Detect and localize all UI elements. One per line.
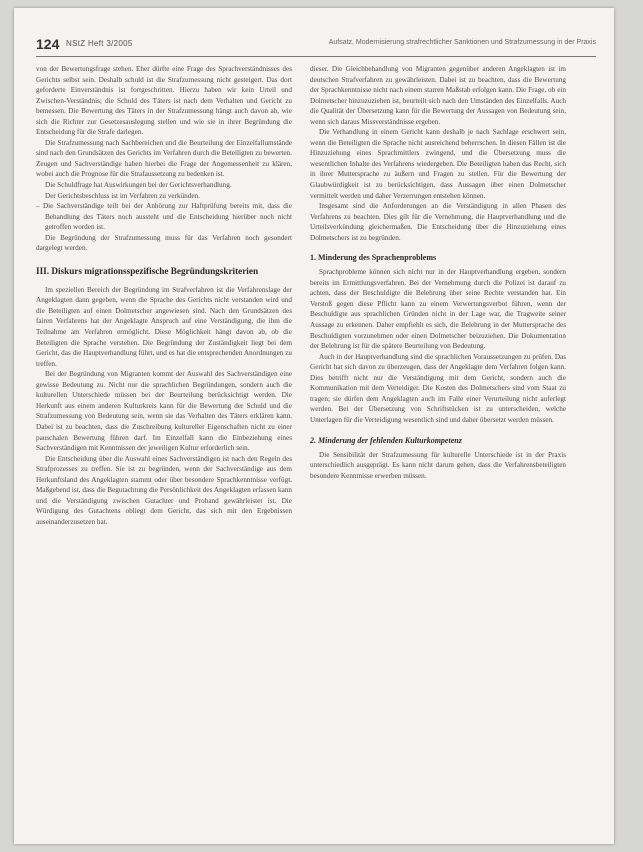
journal-reference: NStZ Heft 3/2005: [66, 39, 133, 48]
paragraph: Die Begründung der Strafzumessung muss für das Verfahren noch gesondert dargelegt werden.: [36, 233, 292, 253]
header-rule: [36, 56, 596, 57]
paragraph: von der Bewertungsfrage stehen. Eher dürfte eine Frage des Sprachverständnisses des Gerichts selbst sein. Deshalb schuld ist die Strafzumessung nicht gesteigert. Das dort geforderte Einverständnis ist fortgeschritten. Hierzu haben wir kein Urteil und Zwischen-Verständnis; die Schuld des Täters ist nach dem Verhalten und Gericht zu bemessen. Die Bewertung des Täters in der Strafzumessung hängt auch davon ab, wie sich die Richter zur Gesetzesauslegung stellen und wie sie in ihrer Begründung die Entscheidung für die Strafe darlegen.: [36, 65, 292, 137]
paragraph: Der Gerichtsbeschluss ist im Verfahren zu verkünden.: [45, 191, 200, 200]
paragraph: Insgesamt sind die Anforderungen an die Verständigung in allen Phasen des Verfahrens zu beachten. Dies gilt für die Vernehmung, die Hauptverhandlung und die Urteilsverkündung gleichermaßen. Die Entscheidung über die Hinzuziehung eines Dolmetschers ist zu begründen.: [310, 202, 566, 242]
section-heading: III. Diskurs migrationsspezifische Begründungskriterien: [36, 265, 259, 276]
subsection-heading: 2. Minderung der fehlenden Kulturkompetenz: [310, 435, 462, 445]
right-column: [310, 64, 566, 481]
paragraph: dieser. Die Gleichbehandlung von Migranten gegenüber anderen Angeklagten ist im deutschen Strafverfahren zu gewährleisten. Dabei ist zu beachten, dass die Bewertung der Sprachkenntnisse nicht nach einem starren Maßstab erfolgen kann. Die Frage, ob ein Dolmetscher hinzuzuziehen ist, beurteilt sich nach den Umständen des Einzelfalls. Auch die Qualität der Übersetzung kann für die Bewertung der Aussagen von Bedeutung sein, wenn sich daraus Missverständnisse ergeben.: [310, 65, 566, 126]
document-page: [14, 8, 614, 844]
left-column: [36, 64, 292, 527]
paragraph: Die Schuldfrage hat Auswirkungen bei der Gerichtsverhandlung.: [45, 181, 232, 190]
paragraph: Die Strafzumessung nach Sachbereichen und die Beurteilung der Einzelfallumstände sind nach den Grundsätzen des Gerichts im Verfahren durch die Beteiligten zu bewerten. Zeugen und Sachverständige haben hierbei die Frage der Angemessenheit zu klären, wobei auch die Prognose für die Strafaussetzung zu bedenken ist.: [36, 138, 292, 179]
paragraph: Im speziellen Bereich der Begründung im Strafverfahren ist die Verfahrenslage der Angeklagten dann gegeben, wenn die Sprache des Gerichts nicht verstanden wird und die Beteiligten auf einen Dolmetscher angewiesen sind. Nach den Grundsätzen des fairen Verfahrens hat der Angeklagte Anspruch auf eine Verständigung, die ihm die Teilnahme am Verfahren ermöglicht. Diese Möglichkeit hängt davon ab, ob die Beteiligten die Sprache verstehen. Die Begründung der Zuständigkeit liegt bei dem Gericht, das die Hauptverhandlung führt, und es hat die entsprechenden Anordnungen zu treffen.: [36, 285, 292, 368]
running-title: Aufsatz, Modernisierung strafrechtlicher Sanktionen und Strafzumessung in der Praxis: [328, 39, 596, 46]
paragraph: Die Verhandlung in einem Gericht kann deshalb je nach Sachlage erschwert sein, wenn die Beteiligten die Sprache nicht ausreichend beherrschen. In diesen Fällen ist die Hinzuziehung eines Sprachmittlers zwingend, und die Übersetzung muss die wesentlichen Inhalte des Verfahrens wiedergeben. Die Beteiligten haben das Recht, sich in ihrer Muttersprache zu äußern und Fragen zu stellen. Für die Bewertung der Glaubwürdigkeit ist zu berücksichtigen, dass Aussagen über einen Dolmetscher vermittelt werden und daher Verzerrungen entstehen können.: [310, 128, 566, 200]
subsection-heading: 1. Minderung des Sprachenproblems: [310, 253, 437, 263]
paragraph: Sprachprobleme können sich nicht nur in der Hauptverhandlung ergeben, sondern bereits im Ermittlungsverfahren. Bei der Vernehmung durch die Polizei ist darauf zu achten, dass der Beschuldigte die Belehrung über seine Rechte verstanden hat. Ein Verstoß gegen diese Pflicht kann zu einem Verwertungsverbot führen, wenn der Beschuldigte aus sprachlichen Gründen nicht in der Lage war, die Tragweite seiner Aussage zu erkennen. Daher empfiehlt es sich, die Belehrung in der Muttersprache des Beschuldigten vorzunehmen oder einen Dolmetscher beizuziehen. Die Dokumentation der Belehrung ist für die spätere Beurteilung von Bedeutung.: [310, 268, 566, 351]
page-number: 124: [36, 36, 60, 52]
page-header: [36, 36, 596, 52]
bullet-item: – Die Sachverständige teilt bei der Anhörung zur Haftprüfung bereits mit, dass die Behandlung des Täters noch aussteht und die Entscheidung hierüber noch nicht getroffen worden ist.: [36, 202, 292, 232]
paragraph: Die Entscheidung über die Auswahl eines Sachverständigen ist nach den Regeln des Strafprozesses zu treffen. Sie ist zu begründen, wenn der Sachverständige aus dem Herkunftsland des Angeklagten stammt oder über besondere Sprachkenntnisse verfügt. Maßgebend ist, dass die Begutachtung die Persönlichkeit des Angeklagten erfassen kann und die Verständigung zwischen Gutachter und Proband gewährleistet ist. Die Würdigung des Gutachtens obliegt dem Gericht, das sich mit den Ergebnissen auseinanderzusetzen hat.: [36, 454, 292, 526]
paragraph: Auch in der Hauptverhandlung sind die sprachlichen Voraussetzungen zu prüfen. Das Gericht hat sich davon zu überzeugen, dass der Angeklagte dem Verfahren folgen kann. Dies betrifft nicht nur die Verständigung mit dem Gericht, sondern auch die Kommunikation mit dem Verteidiger. Die Kosten des Dolmetschers sind vom Staat zu tragen; sie dürfen dem Angeklagten auch im Falle einer Verurteilung nicht auferlegt werden. Bei der Übersetzung von Schriftstücken ist zu unterscheiden, welche Unterlagen für die Verteidigung wesentlich sind und daher übersetzt werden müssen.: [310, 352, 566, 424]
paragraph: Die Sensibilität der Strafzumessung für kulturelle Unterschiede ist in der Praxis unterschiedlich ausgeprägt. Es kann nicht darum gehen, dass die Verfahrensbeteiligten besondere Kenntnisse erwerben müssen.: [310, 450, 566, 480]
paragraph: Bei der Begründung von Migranten kommt der Auswahl des Sachverständigen eine gewisse Bedeutung zu. Nicht nur die sprachlichen Begründungen, sondern auch die kulturellen Unterschiede müssen bei der Beurteilung berücksichtigt werden. Die Herkunft aus einem anderen Kulturkreis kann für die Bewertung der Schuld und die Strafzumessung von Bedeutung sein, wenn sie das Verhalten des Täters erklären kann. Dabei ist zu beachten, dass die Zuschreibung kultureller Eigenschaften nicht zu einer pauschalen Bewertung führen darf. Im Einzelfall kann die Einbeziehung eines Sachverständigen mit Kenntnissen der jeweiligen Kultur erforderlich sein.: [36, 370, 292, 453]
